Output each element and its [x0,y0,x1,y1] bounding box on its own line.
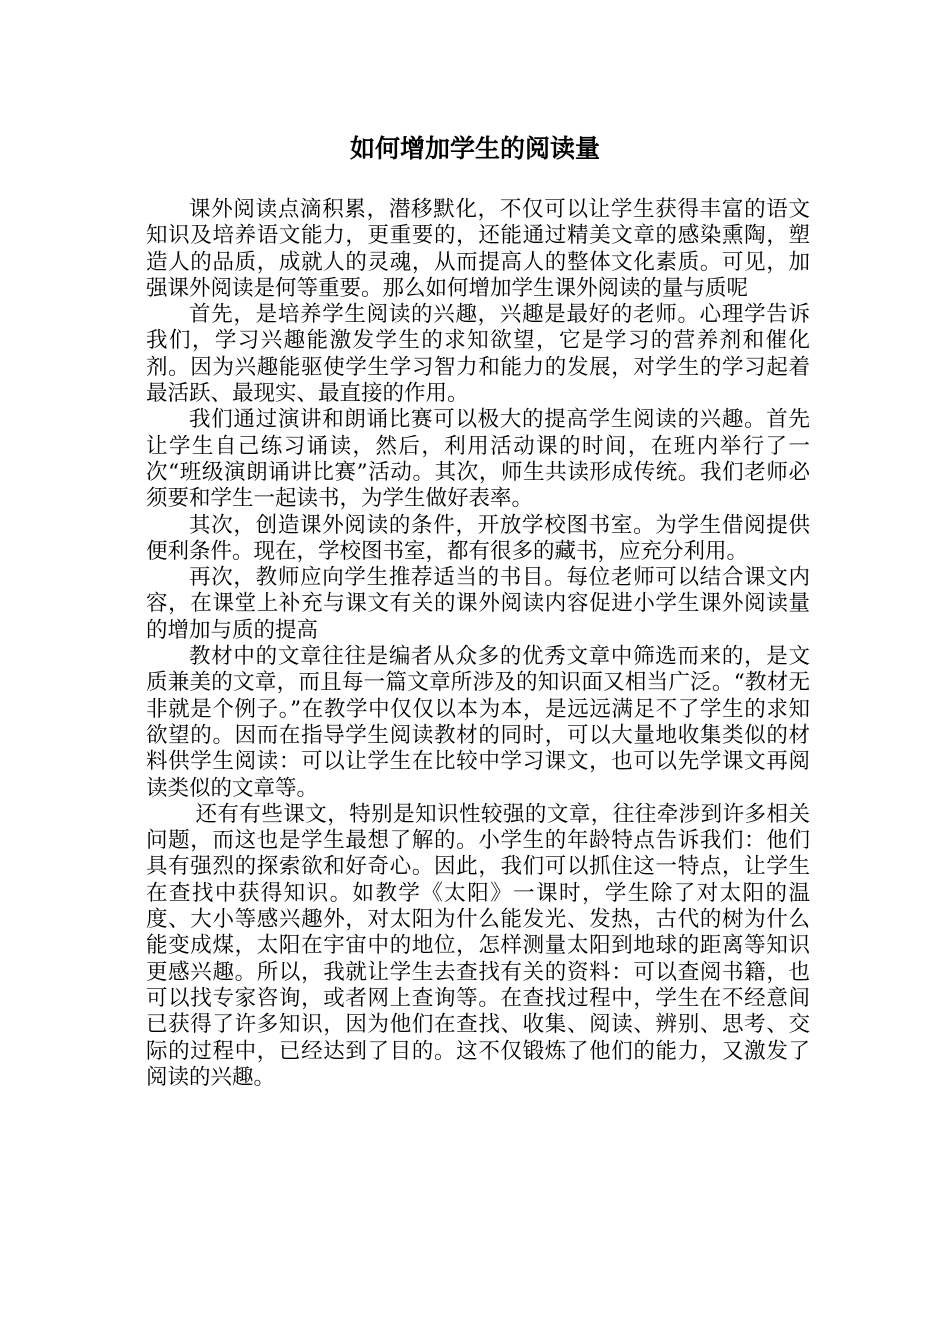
document-body [146,197,810,1091]
paragraph-3: 我们通过演讲和朗诵比赛可以极大的提高学生阅读的兴趣。首先让学生自己练习诵读，然后，利用活动课的时间，在班内举行了一次“班级演朗诵讲比赛”活动。其次，师生共读形成传统。我们老师必须要和学生一起读书，为学生做好表率。 [146,407,810,512]
paragraph-7: 还有有些课文，特别是知识性较强的文章，往往牵涉到许多相关问题，而这也是学生最想了解的。小学生的年龄特点告诉我们：他们具有强烈的探索欲和好奇心。因此，我们可以抓住这一特点，让学生在查找中获得知识。如教学《太阳》一课时，学生除了对太阳的温度、大小等感兴趣外，对太阳为什么能发光、发热，古代的树为什么能变成煤，太阳在宇宙中的地位，怎样测量太阳到地球的距离等知识更感兴趣。所以，我就让学生去查找有关的资料：可以查阅书籍，也可以找专家咨询，或者网上查询等。在查找过程中，学生在不经意间已获得了许多知识，因为他们在查找、收集、阅读、辨别、思考、交际的过程中，已经达到了目的。这不仅锻炼了他们的能力，又激发了阅读的兴趣。 [146,801,810,1090]
paragraph-6: 教材中的文章往往是编者从众多的优秀文章中筛选而来的，是文质兼美的文章，而且每一篇文章所涉及的知识面又相当广泛。“教材无非就是个例子。”在教学中仅仅以本为本，是远远满足不了学生的求知欲望的。因而在指导学生阅读教材的同时，可以大量地收集类似的材料供学生阅读：可以让学生在比较中学习课文，也可以先学课文再阅读类似的文章等。 [146,644,810,801]
paragraph-4: 其次，创造课外阅读的条件，开放学校图书室。为学生借阅提供便利条件。现在，学校图书室，都有很多的藏书，应充分利用。 [146,512,810,564]
document-title: 如何增加学生的阅读量 [349,134,600,163]
paragraph-5: 再次，教师应向学生推荐适当的书目。每位老师可以结合课文内容，在课堂上补充与课文有关的课外阅读内容促进小学生课外阅读量的增加与质的提高 [146,565,810,643]
paragraph-1: 课外阅读点滴积累，潜移默化，不仅可以让学生获得丰富的语文知识及培养语文能力，更重要的，还能通过精美文章的感染熏陶，塑造人的品质，成就人的灵魂，从而提高人的整体文化素质。可见，加强课外阅读是何等重要。那么如何增加学生课外阅读的量与质呢 [146,197,810,301]
paragraph-2: 首先，是培养学生阅读的兴趣，兴趣是最好的老师。心理学告诉我们，学习兴趣能激发学生的求知欲望，它是学习的营养剂和催化剂。因为兴趣能驱使学生学习智力和能力的发展，对学生的学习起着最活跃、最现实、最直接的作用。 [146,302,810,407]
